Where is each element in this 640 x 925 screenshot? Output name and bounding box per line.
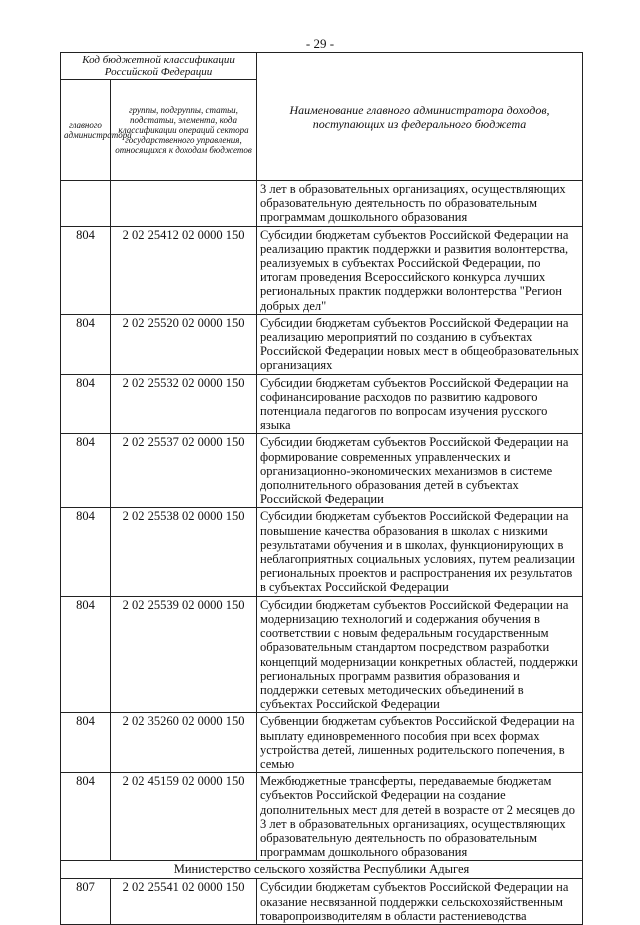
table-row <box>61 226 583 314</box>
admin-code-cell: 804 <box>61 374 111 434</box>
table-row <box>61 773 583 861</box>
budget-code-cell: 2 02 45159 02 0000 150 <box>111 773 257 861</box>
page-number: - 29 - <box>305 36 335 51</box>
budget-code-cell: 2 02 25539 02 0000 150 <box>111 596 257 713</box>
admin-code-cell: 804 <box>61 226 111 314</box>
table-row <box>61 181 583 227</box>
budget-code-cell: 2 02 25537 02 0000 150 <box>111 434 257 508</box>
description-cell: Субвенции бюджетам субъектов Российской Федерации на выплату единовременного пособия при всех формах устройства детей, лишенных родительского попечения, в семью <box>257 713 583 773</box>
description-cell: 3 лет в образовательных организациях, осуществляющих образовательную деятельность по образовательным программам дошкольного образования <box>257 181 583 227</box>
description-cell: Субсидии бюджетам субъектов Российской Федерации на формирование современных управленческих и организационно-экономических механизмов в системе дополнительного образования детей в субъектах Российской Федерации <box>257 434 583 508</box>
description-cell: Субсидии бюджетам субъектов Российской Федерации на реализацию мероприятий по созданию в субъектах Российской Федерации новых мест в общеобразовательных организациях <box>257 314 583 374</box>
admin-code-cell <box>61 181 111 227</box>
table-row <box>61 434 583 508</box>
budget-code-cell: 2 02 25412 02 0000 150 <box>111 226 257 314</box>
table-row <box>61 713 583 773</box>
admin-code-cell: 804 <box>61 773 111 861</box>
header-col-admin: главного администратора <box>61 80 111 181</box>
budget-classification-table <box>60 52 583 925</box>
header-col-name: Наименование главного администратора доходов, поступающих из федерального бюджета <box>257 53 583 181</box>
admin-code-cell: 804 <box>61 434 111 508</box>
budget-code-cell: 2 02 25532 02 0000 150 <box>111 374 257 434</box>
budget-code-cell: 2 02 25538 02 0000 150 <box>111 508 257 596</box>
description-cell: Субсидии бюджетам субъектов Российской Федерации на софинансирование расходов по развитию кадрового потенциала педагогов по вопросам изучения русского языка <box>257 374 583 434</box>
table-row <box>61 879 583 925</box>
header-row-top <box>61 53 583 80</box>
table-row <box>61 596 583 713</box>
table-row <box>61 314 583 374</box>
table-row <box>61 508 583 596</box>
table-row <box>61 374 583 434</box>
admin-code-cell: 804 <box>61 596 111 713</box>
budget-code-cell <box>111 181 257 227</box>
budget-code-cell: 2 02 35260 02 0000 150 <box>111 713 257 773</box>
budget-code-cell: 2 02 25520 02 0000 150 <box>111 314 257 374</box>
admin-code-cell: 804 <box>61 314 111 374</box>
header-col-code: группы, подгруппы, статьи, подстатьи, элемента, кода классификации операций сектора государственного управления, относящихся к доходам бюджетов <box>111 80 257 181</box>
description-cell: Межбюджетные трансферты, передаваемые бюджетам субъектов Российской Федерации на создание дополнительных мест для детей в возрасте от 2 месяцев до 3 лет в образовательных организациях, осуществляющих образовательную деятельность по образовательным программам дошкольного образования <box>257 773 583 861</box>
header-group-title: Код бюджетной классификации Российской Федерации <box>61 53 257 80</box>
description-cell: Субсидии бюджетам субъектов Российской Федерации на реализацию практик поддержки и развития волонтерства, реализуемых в субъектах Российской Федерации, по итогам проведения Всероссийского конкурса лучших региональных практик поддержки волонтерства "Регион добрых дел" <box>257 226 583 314</box>
budget-code-cell: 2 02 25541 02 0000 150 <box>111 879 257 925</box>
admin-code-cell: 804 <box>61 713 111 773</box>
description-cell: Субсидии бюджетам субъектов Российской Федерации на модернизацию технологий и содержания обучения в соответствии с новым федеральным государственным образовательным стандартом посредством разработки концепций модернизации конкретных областей, поддержки региональных программ развития образования и поддержки сетевых методических объединений в субъектах Российской Федерации <box>257 596 583 713</box>
section-row <box>61 861 583 879</box>
description-cell: Субсидии бюджетам субъектов Российской Федерации на повышение качества образования в школах с низкими результатами обучения и в школах, функционирующих в неблагоприятных социальных условиях, путем реализации региональных проектов и распространения их результатов в субъектах Российской Федерации <box>257 508 583 596</box>
admin-code-cell: 804 <box>61 508 111 596</box>
section-title: Министерство сельского хозяйства Республики Адыгея <box>61 861 583 879</box>
admin-code-cell: 807 <box>61 879 111 925</box>
description-cell: Субсидии бюджетам субъектов Российской Федерации на оказание несвязанной поддержки сельскохозяйственным товаропроизводителям в области растениеводства <box>257 879 583 925</box>
